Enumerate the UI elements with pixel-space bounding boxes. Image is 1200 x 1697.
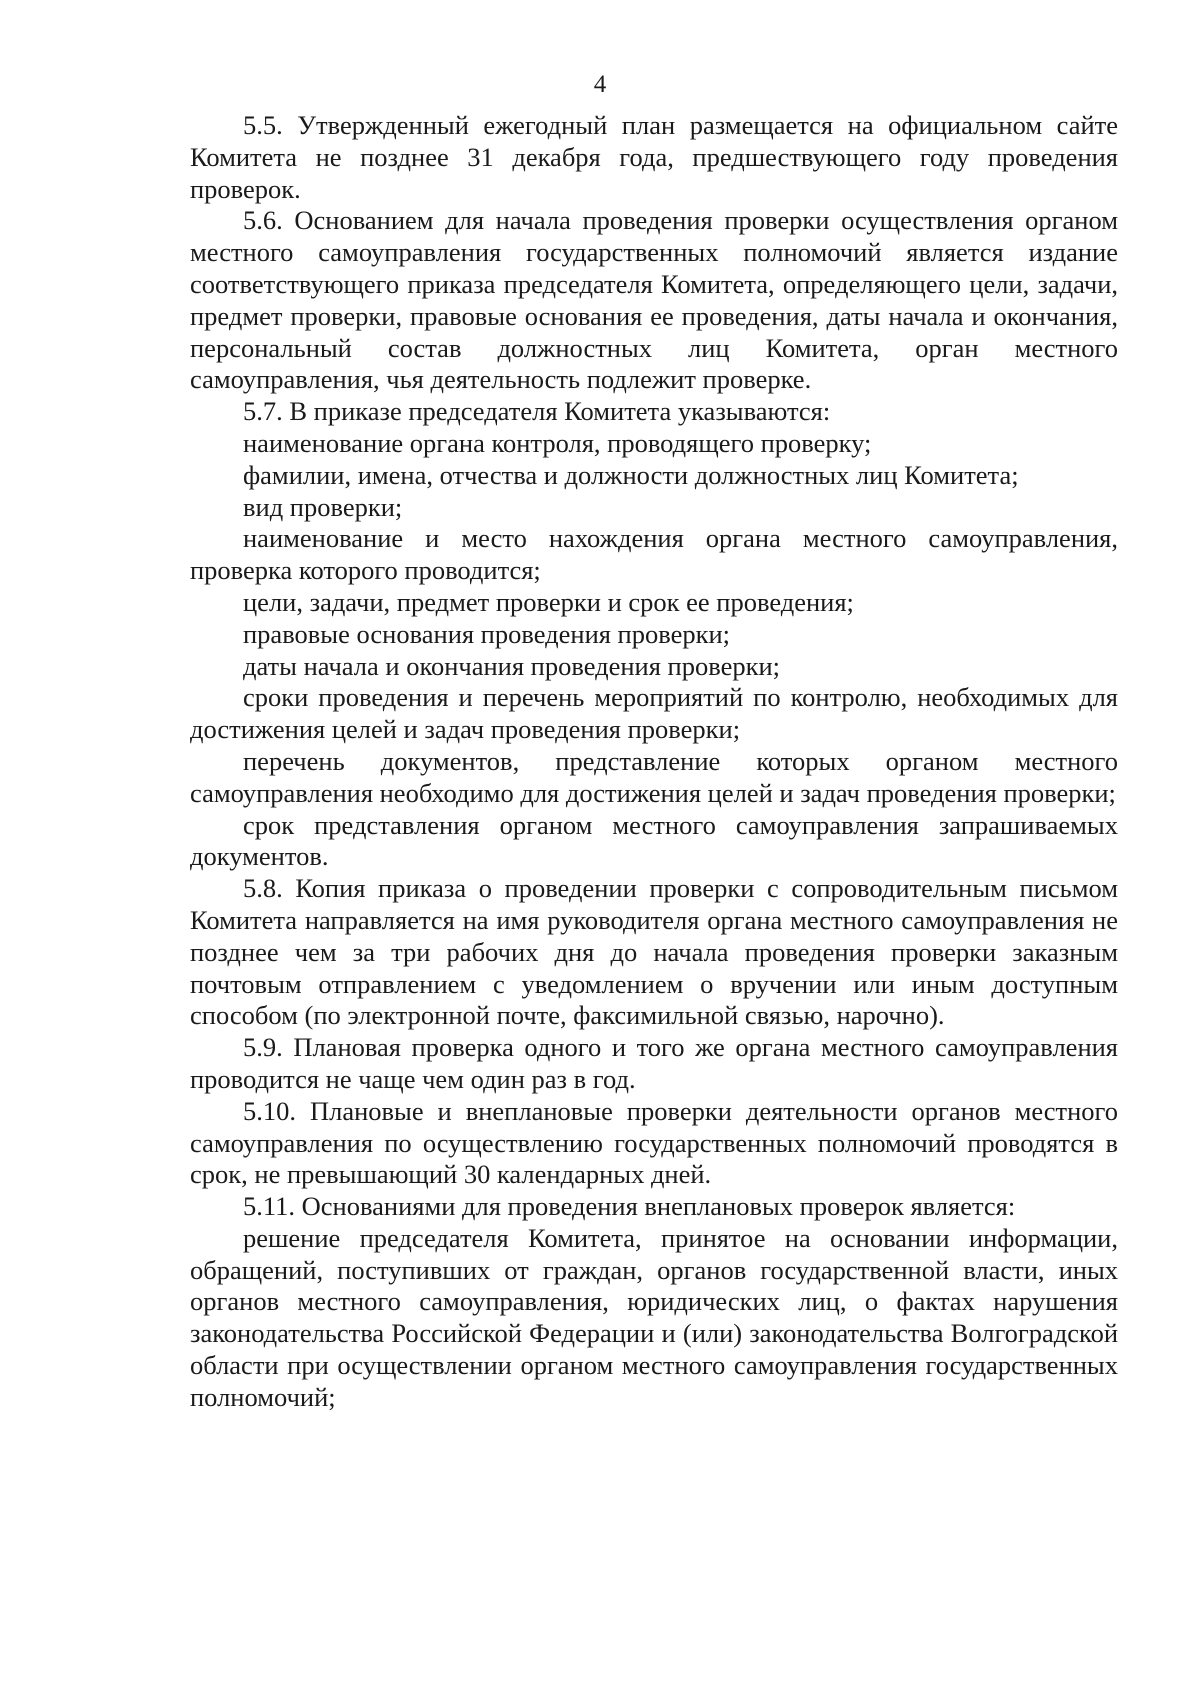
list-item: цели, задачи, предмет проверки и срок ее проведения;	[243, 586, 854, 617]
list-item: даты начала и окончания проведения проверки;	[243, 650, 781, 681]
paragraph-5-7: 5.7. В приказе председателя Комитета указываются:	[243, 396, 831, 427]
list-item: фамилии, имена, отчества и должности должностных лиц Комитета;	[243, 459, 1019, 490]
list-item: наименование и место нахождения органа местного самоуправления, проверка которого проводится;	[190, 523, 1118, 586]
list-item: вид проверки;	[243, 491, 403, 522]
list-item: наименование органа контроля, проводящего проверку;	[243, 427, 872, 458]
paragraph-5-6: 5.6. Основанием для начала проведения проверки осуществления органом местного самоуправления государственных полномочий является издание соответствующего приказа председателя Комитета, определяющего цели, задачи, предмет проверки, правовые основания ее проведения, даты начала и окончания, персональный состав должностных лиц Комитета, орган местного самоуправления, чья деятельность подлежит проверке.	[190, 205, 1118, 395]
paragraph-5-11: 5.11. Основаниями для проведения внеплановых проверок является:	[243, 1191, 1016, 1222]
list-item: правовые основания проведения проверки;	[243, 618, 731, 649]
list-item: срок представления органом местного самоуправления запрашиваемых документов.	[190, 809, 1118, 872]
list-item: перечень документов, представление которых органом местного самоуправления необходимо для достижения целей и задач проведения проверки;	[190, 745, 1118, 808]
paragraph-5-8: 5.8. Копия приказа о проведении проверки с сопроводительным письмом Комитета направляется на имя руководителя органа местного самоуправления не позднее чем за три рабочих дня до начала проведения проверки заказным почтовым отправлением с уведомлением о вручении или иным доступным способом (по электронной почте, факсимильной связью, нарочно).	[190, 873, 1118, 1031]
list-item: сроки проведения и перечень мероприятий по контролю, необходимых для достижения целей и задач проведения проверки;	[190, 682, 1118, 745]
paragraph-5-10: 5.10. Плановые и внеплановые проверки деятельности органов местного самоуправления по осуществлению государственных полномочий проводятся в срок, не превышающий 30 календарных дней.	[190, 1095, 1118, 1190]
list-item: решение председателя Комитета, принятое на основании информации, обращений, поступивших от граждан, органов государственной власти, иных органов местного самоуправления, юридических лиц, о фактах нарушения законодательства Российской Федерации и (или) законодательства Волгоградской области при осуществлении органом местного самоуправления государственных полномочий;	[190, 1222, 1118, 1412]
paragraph-5-9: 5.9. Плановая проверка одного и того же органа местного самоуправления проводится не чаще чем один раз в год.	[190, 1032, 1118, 1094]
page-number: 4	[593, 71, 607, 98]
document-body	[190, 110, 1118, 1414]
paragraph-5-5: 5.5. Утвержденный ежегодный план размещается на официальном сайте Комитета не позднее 31 декабря года, предшествующего году проведения проверок.	[190, 110, 1118, 204]
